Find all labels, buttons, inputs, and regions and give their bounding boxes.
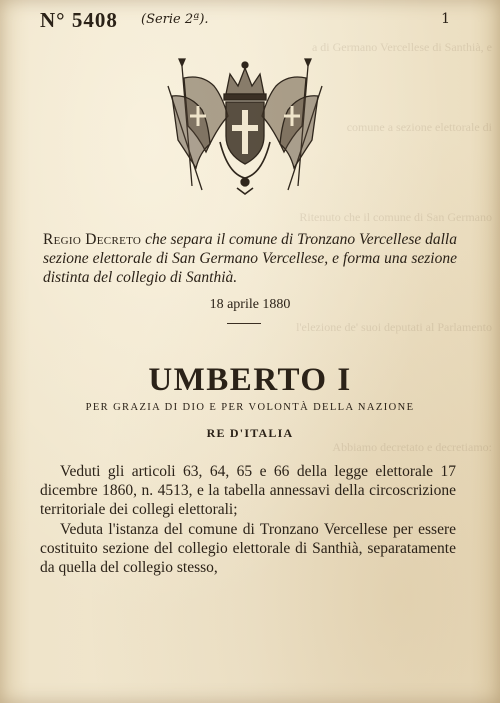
decree-title-text: che separa il comune di Tronzano Vercellese dalla sezione elettorale di San Germano Vercellese, e forma una sezione distinta del collegio di Santhià. <box>43 231 457 286</box>
sovereign-name: UMBERTO I <box>148 362 352 398</box>
decree-number: N° 5408 <box>40 8 118 32</box>
savoy-crest-icon <box>162 56 328 198</box>
page-header <box>40 8 450 34</box>
series-label: (Serie 2ª). <box>141 12 209 27</box>
bleed-through-text: comune a sezione elettorale di <box>346 120 492 134</box>
decree-body <box>40 462 456 577</box>
bleed-through-text: Abbiamo decretato e decretiamo: <box>332 440 492 454</box>
bleed-through-text: l'elezione de' suoi deputati al Parlamento <box>296 320 492 334</box>
bleed-through-text: a di Germano Vercellese di Santhià, e <box>311 40 492 54</box>
decree-date: 18 aprile 1880 <box>209 297 291 312</box>
decree-title <box>43 230 457 287</box>
decree-title-lead: Regio Decreto <box>43 231 142 248</box>
body-paragraph: Veduta l'istanza del comune di Tronzano Vercellese per essere costituito sezione del collegio elettorale di Santhià, separatamente da quella del collegio stesso, <box>40 520 456 577</box>
body-paragraph: Veduti gli articoli 63, 64, 65 e 66 della legge elettorale 17 dicembre 1860, n. 4513, e la tabella annessavi della circoscrizione territoriale dei collegi elettorali; <box>40 463 456 519</box>
divider <box>227 323 261 324</box>
sovereign-title: RE D'ITALIA <box>206 426 294 440</box>
page-number: 1 <box>441 11 450 27</box>
sovereign-grace: PER GRAZIA DI DIO E PER VOLONTÀ DELLA NAZIONE <box>85 402 415 413</box>
bleed-through-text: Ritenuto che il comune di San Germano <box>299 210 492 224</box>
